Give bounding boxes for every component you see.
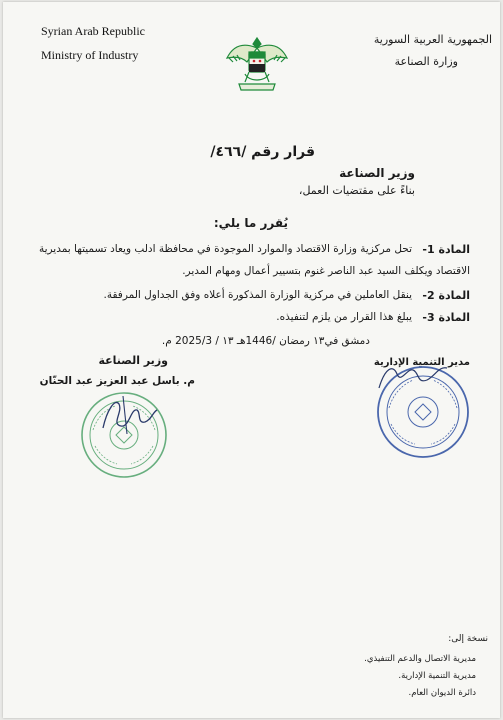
- copies-heading: نسخة إلى:: [448, 634, 488, 644]
- copies-item-3: دائرة الديوان العام.: [408, 688, 476, 698]
- document-page: [3, 2, 500, 718]
- header-en-country: Syrian Arab Republic: [41, 24, 145, 38]
- date-line: دمشق في١٣ رمضان /1446هـ ١٣ / 2025/3 م.: [161, 335, 370, 347]
- article-2-text: ينقل العاملين في مركزية الوزارة المذكورة أعلاه وفق الجداول المرفقة.: [103, 289, 412, 301]
- decides-heading: يُقرر ما يلي:: [213, 216, 288, 230]
- minister-name: م. باسل عبد العزيز عبد الحنّان: [39, 375, 195, 387]
- copies-item-2: مديرية التنمية الإدارية.: [398, 671, 476, 681]
- article-1-continuation: الاقتصاد ويكلف السيد عبد الناصر غنوم بتسيير أعمال ومهام المدير.: [182, 265, 470, 277]
- issuer-title: وزير الصناعة: [339, 166, 415, 180]
- admin-director-signature-icon: [373, 358, 453, 398]
- header-en-ministry: Ministry of Industry: [41, 48, 139, 62]
- article-3-text: يبلغ هذا القرار من يلزم لتنفيذه.: [276, 311, 412, 323]
- admin-director-title: مدير التنمية الإدارية: [373, 357, 470, 368]
- minister-signature-icon: [93, 390, 163, 440]
- header-ar-ministry: وزارة الصناعة: [394, 55, 458, 68]
- issuer-basis: بناءً على مقتضيات العمل،: [298, 184, 415, 197]
- article-1-text: تحل مركزية وزارة الاقتصاد والموارد الموجودة في محافظة ادلب ويعاد تسميتها بمديرية: [38, 243, 412, 255]
- article-3-label: المادة 3-: [422, 311, 470, 324]
- syrian-eagle-emblem-icon: [223, 28, 291, 100]
- minister-title: وزير الصناعة: [98, 354, 168, 367]
- article-2-label: المادة 2-: [422, 289, 470, 302]
- article-1-label: المادة 1-: [422, 243, 470, 256]
- header-ar-country: الجمهورية العربية السورية: [373, 33, 492, 46]
- copies-item-1: مديرية الاتصال والدعم التنفيذي.: [364, 654, 476, 664]
- decision-title: قرار رقم /٤٦٦/: [210, 144, 315, 160]
